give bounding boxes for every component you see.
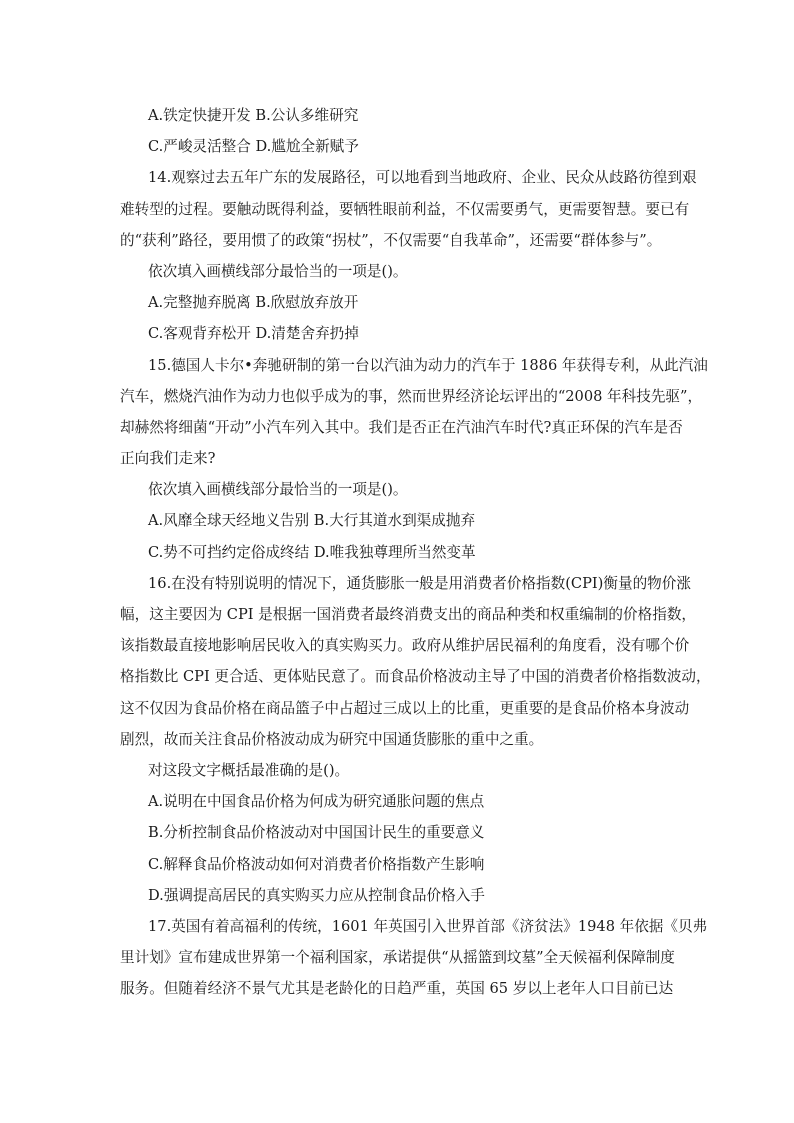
question-16-line-4: 格指数比 CPI 更合适、更体贴民意了。而食品价格波动主导了中国的消费者价格指数波动， (120, 668, 711, 686)
option-line-13ab: A.铁定快捷开发 B.公认多维研究 (148, 107, 359, 124)
question-16-line-6: 剧烈，故而关注食品价格波动成为研究中国通货膨胀的重中之重。 (120, 730, 544, 748)
option-line-14ab: A.完整抛弃脱离 B.欣慰放弃放开 (148, 294, 359, 312)
option-line-15ab: A.风靡全球天经地义告别 B.大行其道水到渠成抛弃 (148, 512, 476, 530)
question-14-line-1: 14.观察过去五年广东的发展路径，可以地看到当地政府、企业、民众从歧路彷徨到艰 (148, 169, 697, 187)
question-17-line-1: 17.英国有着高福利的传统，1601 年英国引入世界首部《济贫法》1948 年依据《贝弗 (148, 917, 708, 935)
question-16-line-3: 该指数最直接地影响居民收入的真实购买力。政府从维护居民福利的角度看，没有哪个价 (120, 637, 690, 655)
question-14-line-2: 难转型的过程。要触动既得利益，要牺牲眼前利益，不仅需要勇气，更需要智慧。要已有 (120, 200, 690, 218)
question-15-line-1: 15.德国人卡尔•奔驰研制的第一台以汽油为动力的汽车于 1886 年获得专利，从此汽油 (148, 356, 708, 374)
question-15-line-3: 却赫然将细菌“开动”小汽车列入其中。我们是否正在汽油汽车时代?真正环保的汽车是否 (120, 418, 683, 436)
question-14-line-3: 的“获利”路径，要用惯了的政策“拐杖”，不仅需要“自我革命”，还需要“群体参与”。 (120, 231, 662, 249)
option-16a: A.说明在中国食品价格为何成为研究通胀问题的焦点 (148, 793, 485, 811)
option-16d: D.强调提高居民的真实购买力应从控制食品价格入手 (148, 886, 485, 904)
question-16-line-5: 这不仅因为食品价格在商品篮子中占超过三成以上的比重，更重要的是食品价格本身波动 (120, 699, 690, 717)
question-15-line-4: 正向我们走来? (120, 450, 216, 468)
question-17-line-2: 里计划》宣布建成世界第一个福利国家，承诺提供“从摇篮到坟墓”全天候福利保障制度 (120, 949, 675, 967)
question-16-line-2: 幅，这主要因为 CPI 是根据一国消费者最终消费支出的商品种类和权重编制的价格指数， (120, 606, 697, 623)
question-15-line-2: 汽车，燃烧汽油作为动力也似乎成为的事，然而世界经济论坛评出的“2008 年科技先驱”， (120, 387, 703, 405)
question-16-prompt: 对这段文字概括最准确的是()。 (148, 761, 350, 779)
option-16b: B.分析控制食品价格波动对中国国计民生的重要意义 (148, 824, 485, 842)
option-line-13cd: C.严峻灵活整合 D.尴尬全新赋予 (148, 138, 359, 156)
option-16c: C.解释食品价格波动如何对消费者价格指数产生影响 (148, 855, 485, 873)
question-17-line-3: 服务。但随着经济不景气尤其是老龄化的日趋严重，英国 65 岁以上老年人口目前已达 (120, 980, 674, 998)
option-line-14cd: C.客观背弃松开 D.清楚舍弃扔掉 (148, 325, 359, 343)
option-line-15cd: C.势不可挡约定俗成终结 D.唯我独尊理所当然变革 (148, 543, 476, 561)
document-body (120, 100, 711, 1004)
question-14-prompt: 依次填入画横线部分最恰当的一项是()。 (148, 262, 408, 280)
question-16-line-1: 16.在没有特别说明的情况下，通货膨胀一般是用消费者价格指数(CPI)衡量的物价涨 (148, 574, 691, 592)
question-15-prompt: 依次填入画横线部分最恰当的一项是()。 (148, 481, 408, 499)
